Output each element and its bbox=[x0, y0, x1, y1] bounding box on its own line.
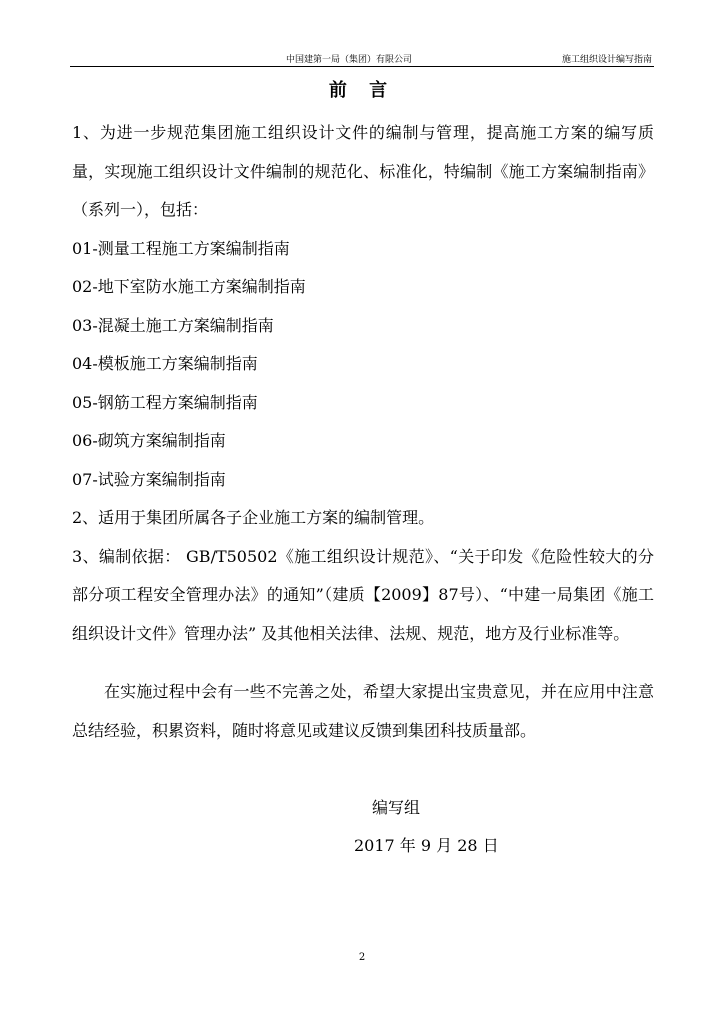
paragraph-feedback: 在实施过程中会有一些不完善之处，希望大家提出宝贵意见，并在应用中注意总结经验，积累资料，随时将意见或建议反馈到集团科技质量部。 bbox=[72, 682, 654, 740]
page-number: 2 bbox=[358, 952, 366, 963]
list-item: 04-模板施工方案编制指南 bbox=[72, 354, 258, 373]
header-divider bbox=[70, 66, 654, 67]
signature-date: 2017 年 9 月 28 日 bbox=[354, 836, 499, 855]
list-item: 06-砌筑方案编制指南 bbox=[72, 431, 226, 450]
header-doc-title: 施工组织设计编写指南 bbox=[561, 55, 652, 65]
list-item: 03-混凝土施工方案编制指南 bbox=[72, 315, 274, 335]
page-title: 前 言 bbox=[328, 80, 396, 101]
paragraph-scope: 2、适用于集团所属各子企业施工方案的编制管理。 bbox=[72, 508, 435, 527]
signature-name: 编写组 bbox=[372, 798, 421, 817]
list-item: 05-钢筋工程方案编制指南 bbox=[72, 392, 258, 412]
paragraph-basis: 3、编制依据： GB/T50502《施工组织设计规范》、“关于印发《危险性较大的分部分项工程安全管理办法》的通知”（建质【2009】87号）、“中建一局集团《施工组织设计文件》管理办法” 及其他相关法律、法规、规范，地方及行业标准等。 bbox=[72, 546, 654, 643]
paragraph-purpose: 1、为进一步规范集团施工组织设计文件的编制与管理，提高施工方案的编写质量，实现施工组织设计文件编制的规范化、标准化，特编制《施工方案编制指南》（系列一），包括： bbox=[72, 123, 654, 219]
main-content bbox=[72, 114, 654, 750]
list-item: 01-测量工程施工方案编制指南 bbox=[72, 238, 290, 258]
list-item: 07-试验方案编制指南 bbox=[72, 469, 226, 489]
list-item: 02-地下室防水施工方案编制指南 bbox=[72, 277, 306, 296]
header-company: 中国建第一局（集团）有限公司 bbox=[286, 55, 413, 65]
